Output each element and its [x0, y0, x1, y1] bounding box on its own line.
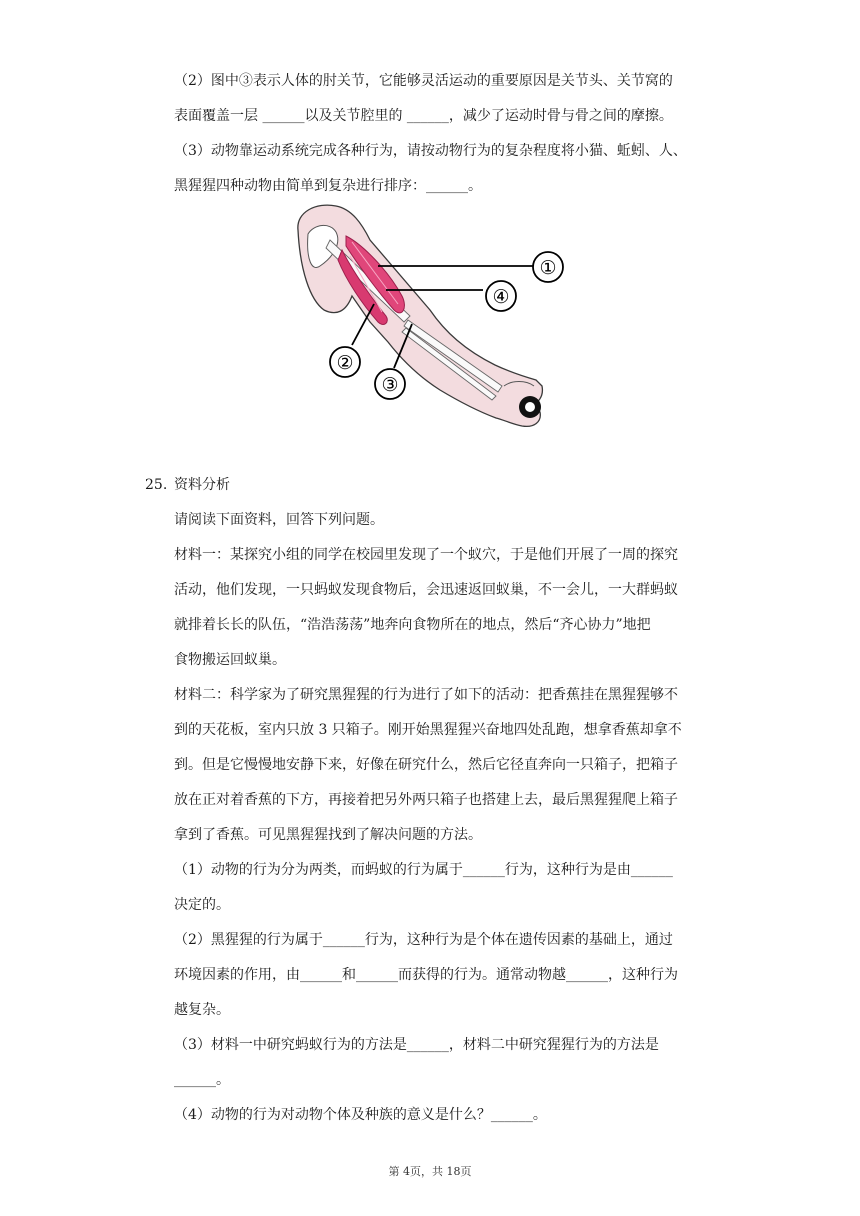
label-1	[533, 252, 563, 282]
question-25-title: 资料分析	[174, 477, 230, 493]
svg-text:①: ①	[539, 257, 557, 279]
svg-text:②: ②	[336, 352, 354, 374]
material-1-line: 食物搬运回蚁巢。	[174, 652, 286, 668]
question-25-number: 25.	[145, 477, 168, 493]
material-2-line: 材料二：科学家为了研究黑猩猩的行为进行了如下的活动：把香蕉挂在黑猩猩够不	[174, 687, 678, 703]
q24-p2-line1: （2）图中③表示人体的肘关节，它能够灵活运动的重要原因是关节头、关节窝的	[174, 73, 673, 89]
label-4	[486, 281, 516, 311]
material-1-line: 活动，他们发现，一只蚂蚁发现食物后，会迅速返回蚁巢，不一会儿，一大群蚂蚁	[174, 582, 678, 598]
q24-p3-line2: 黑猩猩四种动物由简单到复杂进行排序：______。	[174, 178, 482, 194]
subquestion-1-line: （1）动物的行为分为两类，而蚂蚁的行为属于______行为，这种行为是由______	[174, 862, 673, 878]
label-3	[375, 369, 405, 399]
subquestion-2-line: 越复杂。	[174, 1002, 230, 1018]
material-2-line: 放在正对着香蕉的下方，再接着把另外两只箱子也搭建上去，最后黑猩猩爬上箱子	[174, 792, 678, 808]
q25-intro: 请阅读下面资料，回答下列问题。	[174, 512, 384, 528]
material-2-line: 拿到了香蕉。可见黑猩猩找到了解决问题的方法。	[174, 827, 482, 843]
material-1-line: 材料一：某探究小组的同学在校园里发现了一个蚁穴，于是他们开展了一周的探究	[174, 547, 678, 563]
subquestion-2-line: （2）黑猩猩的行为属于______行为，这种行为是个体在遗传因素的基础上，通过	[174, 932, 673, 948]
arm-muscle-diagram	[290, 200, 580, 438]
q24-p2-line2: 表面覆盖一层 ______以及关节腔里的 ______，减少了运动时骨与骨之间的摩擦。	[174, 108, 673, 124]
svg-text:④: ④	[492, 286, 510, 308]
subquestion-3-line: （3）材料一中研究蚂蚁行为的方法是______，材料二中研究猩猩行为的方法是	[174, 1037, 659, 1053]
material-1-line: 就排着长长的队伍，“浩浩荡荡”地奔向食物所在的地点，然后“齐心协力”地把	[174, 617, 651, 633]
page-footer: 第 4页，共 18页	[388, 1165, 472, 1178]
subquestion-1-line: 决定的。	[174, 897, 230, 913]
label-2	[330, 347, 360, 377]
material-2-line: 到的天花板，室内只放 3 只箱子。刚开始黑猩猩兴奋地四处乱跑，想拿香蕉却拿不	[174, 722, 682, 738]
svg-text:③: ③	[381, 374, 399, 396]
subquestion-4-line: （4）动物的行为对动物个体及种族的意义是什么？______。	[174, 1107, 547, 1123]
material-2-line: 到。但是它慢慢地安静下来，好像在研究什么，然后它径直奔向一只箱子，把箱子	[174, 757, 678, 773]
subquestion-2-line: 环境因素的作用，由______和______而获得的行为。通常动物越______，这种行为	[174, 967, 678, 983]
q24-p3-line1: （3）动物靠运动系统完成各种行为，请按动物行为的复杂程度将小猫、蚯蚓、人、	[174, 143, 687, 159]
subquestion-3-line: ______。	[174, 1072, 230, 1088]
